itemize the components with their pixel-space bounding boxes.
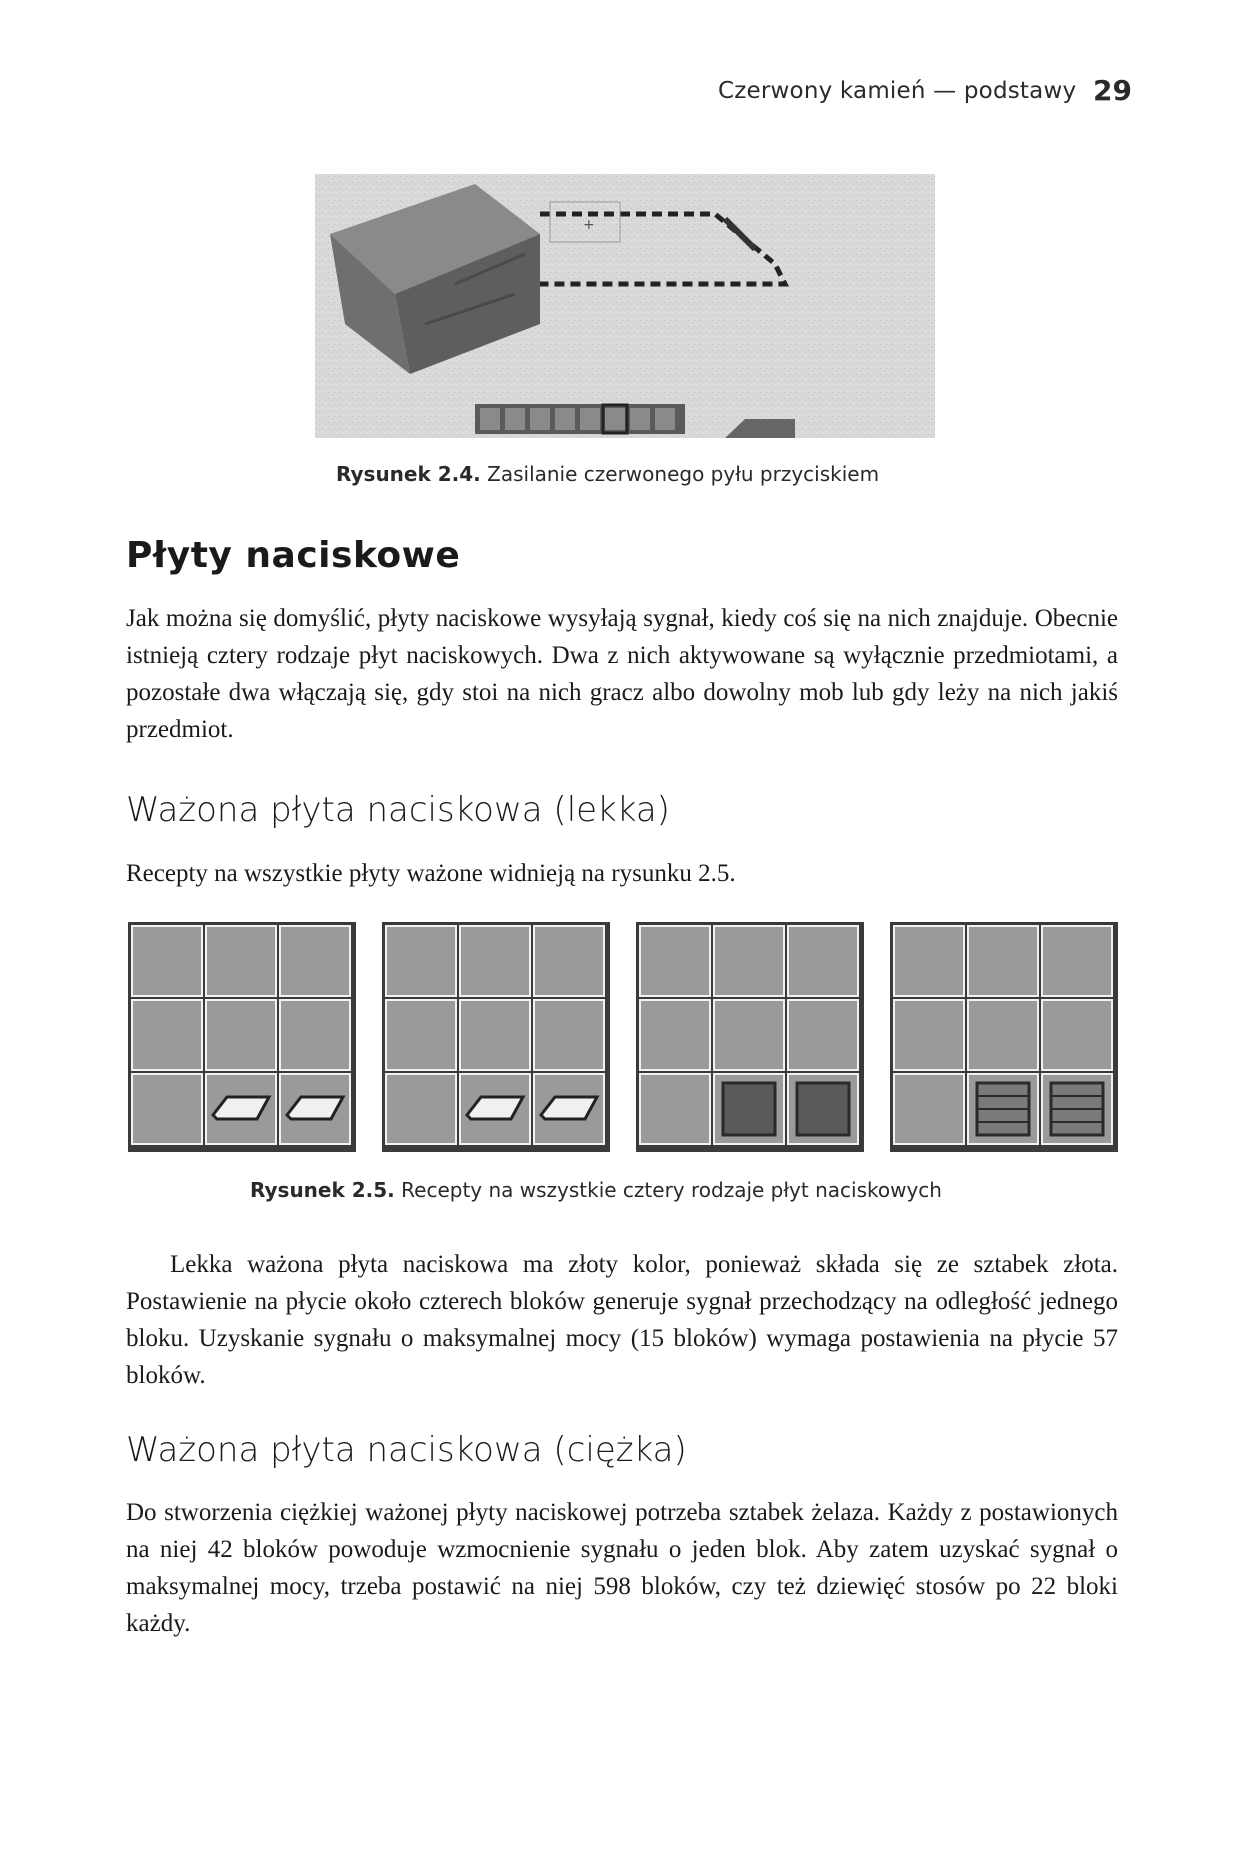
figure-2-5-label: Rysunek 2.5. bbox=[250, 1178, 395, 1202]
figure-2-4-label: Rysunek 2.4. bbox=[336, 462, 481, 486]
figure-2-5-caption-text: Recepty na wszystkie cztery rodzaje płyt naciskowych bbox=[394, 1178, 942, 1202]
crafting-slot bbox=[386, 1000, 456, 1070]
crafting-grid bbox=[128, 922, 356, 1152]
crafting-slot bbox=[894, 926, 964, 996]
crafting-slot bbox=[640, 926, 710, 996]
crafting-slot bbox=[206, 1000, 276, 1070]
figure-2-4-image bbox=[315, 174, 935, 438]
paragraph-heavy-body: Do stworzenia ciężkiej ważonej płyty naciskowej potrzeba sztabek żelaza. Każdy z postawionych na niej 42 bloków powoduje wzmocnienie sygnału o jeden blok. Aby zatem uzyskać sygnał o maksymalnej mocy, trzeba postawić na niej 598 bloków, czy też dziewięć stosów po 22 bloki każdy. bbox=[126, 1499, 1118, 1637]
crafting-slot bbox=[968, 1000, 1038, 1070]
crafting-grid bbox=[890, 922, 1118, 1152]
crafting-slot bbox=[206, 926, 276, 996]
paragraph-light-intro: Recepty na wszystkie płyty ważone widnieją na rysunku 2.5. bbox=[126, 860, 736, 887]
stone-plate-icon bbox=[797, 1083, 849, 1135]
paragraph-light-body: Lekka ważona płyta naciskowa ma złoty kolor, ponieważ składa się ze sztabek złota. Postawienie na płycie około czterech bloków generuje sygnał przechodzący na odległość jednego bloku. Uzyskanie sygnału o maksymalnej mocy (15 bloków) wymaga postawienia na płycie 57 bloków. bbox=[126, 1251, 1118, 1389]
planks-icon bbox=[1051, 1083, 1103, 1135]
crafting-slot bbox=[894, 1074, 964, 1144]
crafting-grid bbox=[382, 922, 610, 1152]
crafting-slot bbox=[1042, 926, 1112, 996]
crafting-slot bbox=[132, 926, 202, 996]
crafting-slot bbox=[894, 1000, 964, 1070]
planks-icon bbox=[977, 1083, 1029, 1135]
crafting-slot bbox=[132, 1000, 202, 1070]
figure-2-5-image bbox=[126, 920, 1118, 1156]
crafting-slot bbox=[640, 1000, 710, 1070]
crafting-slot bbox=[132, 1074, 202, 1144]
crafting-slot bbox=[968, 926, 1038, 996]
crafting-slot bbox=[788, 1000, 858, 1070]
figure-2-4-caption-text: Zasilanie czerwonego pyłu przyciskiem bbox=[480, 462, 880, 486]
crafting-slot bbox=[280, 1000, 350, 1070]
subsection-title-heavy: Ważona płyta naciskowa (ciężka) bbox=[126, 1430, 687, 1470]
figure-2-4-caption bbox=[336, 462, 879, 486]
crafting-slot bbox=[1042, 1000, 1112, 1070]
crafting-slot bbox=[280, 926, 350, 996]
stone-plate-icon bbox=[723, 1083, 775, 1135]
crafting-grid bbox=[636, 922, 864, 1152]
crafting-slot bbox=[534, 926, 604, 996]
subsection-title-light: Ważona płyta naciskowa (lekka) bbox=[126, 790, 670, 830]
crafting-slot bbox=[788, 926, 858, 996]
crafting-slot bbox=[714, 926, 784, 996]
paragraph-intro: Jak można się domyślić, płyty naciskowe wysyłają sygnał, kiedy coś się na nich znajduje. Obecnie istnieją cztery rodzaje płyt naciskowych. Dwa z nich aktywowane są wyłącznie przedmiotami, a pozostałe dwa włączają się, gdy stoi na nich gracz albo dowolny mob lub gdy leży na nich jakiś przedmiot. bbox=[126, 605, 1118, 743]
crafting-slot bbox=[460, 926, 530, 996]
svg-text:+: + bbox=[583, 217, 595, 233]
crafting-slot bbox=[460, 1000, 530, 1070]
crafting-slot bbox=[714, 1000, 784, 1070]
figure-2-5-caption bbox=[250, 1178, 942, 1202]
crafting-slot bbox=[534, 1000, 604, 1070]
section-title: Płyty naciskowe bbox=[126, 535, 461, 576]
crafting-slot bbox=[386, 1074, 456, 1144]
crafting-slot bbox=[640, 1074, 710, 1144]
running-header: Czerwony kamień — podstawy bbox=[718, 78, 1077, 104]
crafting-slot bbox=[386, 926, 456, 996]
page-number: 29 bbox=[1093, 74, 1132, 107]
